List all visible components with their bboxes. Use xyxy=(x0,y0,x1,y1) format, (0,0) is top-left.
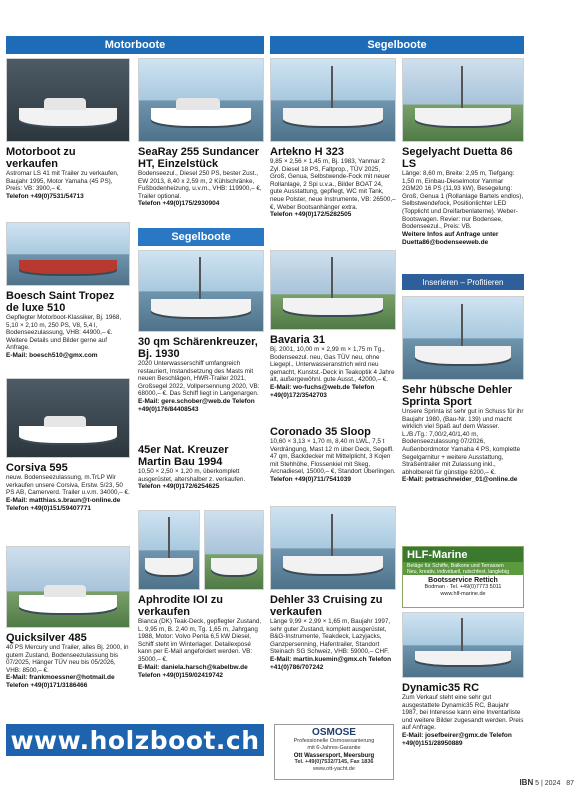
ad-title: 45er Nat. Kreuzer Martin Bau 1994 xyxy=(138,444,229,468)
ad-body: Zum Verkauf steht eine sehr gut ausgestattete Dynamic35 RC, Baujahr 1987, bei Interesse kann eine Inventarliste und weitere Bilder zugesandt werden. Preis auf Anfrage. xyxy=(402,694,524,732)
ad-title: Dehler 33 Cruising zu verkaufen xyxy=(270,594,383,618)
ad-dehler-sprinta xyxy=(402,384,524,484)
osmose-title: OSMOSE xyxy=(312,727,356,738)
ad-body: 10,60 × 3,13 × 1,70 m, 8,40 m LWL, 7,5 t Verdrängung, Mast 12 m über Deck, Segelfl. 47 qm, Backdecker mit Mittelplicht, 3 Kojen mit Stehhöhe, Flossenkiel mit Skeg, Arcnadiesel, 15000,– €, Standort Überlingen. xyxy=(270,438,396,476)
photo-dehler-sprinta xyxy=(402,296,524,380)
ad-dynamic35 xyxy=(402,682,524,748)
ad-body: 9,85 × 2,56 × 1,45 m, Bj. 1983, Yanmar 2 Zyl. Diesel 18 PS, Faltprop., TÜV 2025, Groß, Genua, Selbstwende-Fock mit neuer Rollanlage, 2 Spi u.v.a., Bilder BOAT 24, gute Ausstattung, gepflegt, WC mit Tank, neue Polster, neue Instrumente, VB: 26500,– €, Weber Bootsanhänger extra. xyxy=(270,158,396,211)
ad-body: Unsere Sprinta ist sehr gut in Schuss für ihr Baujahr 1980, (Bau-Nr. 139) und macht wirklich viel Spaß auf dem Wasser. L./B./Tg.: 7,00/2,40/1,40 m, Bodenseezulassung 07/2026, Außenbordmotor Yamaha 4 PS, komplette Segelgarnitur + weitere Ausstattung, Straßentrailer mit Zulassung inkl., abholbereit für günstige 6200,– €. xyxy=(402,408,524,476)
photo-aphrodite-1 xyxy=(138,510,200,590)
ad-title: Bavaria 31 xyxy=(270,334,326,346)
ad-coronado xyxy=(270,426,396,484)
photo-boesch xyxy=(6,222,130,286)
ad-contact: E-Mail: martin.kuemin@gmx.ch Telefon +41(0)786/707242 xyxy=(270,655,392,671)
ad-contact: Weitere Infos auf Anfrage unter Duetta86@bodenseeweb.de xyxy=(402,230,499,246)
ad-contact: Telefon +49(0)172/6254625 xyxy=(138,483,220,491)
ad-corsiva xyxy=(6,462,130,513)
ad-boesch xyxy=(6,290,130,360)
ad-contact: Telefon +49(0)172/5282505 xyxy=(270,211,352,219)
ad-contact: E-Mail: frankmoessner@hotmail.de Telefon +49(0)171/3186466 xyxy=(6,674,115,690)
photo-bavaria xyxy=(270,250,396,330)
magazine-name: IBN xyxy=(519,778,534,787)
hlf-name: HLF-Marine xyxy=(403,547,523,562)
ad-body: Gepflegter Motorboot-Klassiker, Bj. 1968, 5,10 × 2,10 m, 250 PS, V8, 5,4 l, Bodenseezulassung, VHB: 44900,– €. Weitere Details und Bilder gerne auf Anfrage. xyxy=(6,314,122,352)
ad-title: Corsiva 595 xyxy=(6,462,68,474)
hlf-service: Bootsservice Rettich xyxy=(428,577,498,584)
photo-schaerenkreuzer xyxy=(138,250,264,332)
ad-contact: Telefon +49(0)175/2930904 xyxy=(138,200,220,208)
ad-title: SeaRay 255 Sundancer HT, Einzelstück xyxy=(138,146,260,170)
photo-artekno xyxy=(270,58,396,142)
photo-dynamic35 xyxy=(402,612,524,678)
section-motorboote: Motorboote xyxy=(6,36,264,54)
section-segelboote-mid: Segelboote xyxy=(138,228,264,246)
ad-searay xyxy=(138,146,264,208)
ad-artekno xyxy=(270,146,396,219)
ad-body: 40 PS Mercury und Trailer, alles Bj. 2000, in gutem Zustand, Bodenseezulassung bis 07/2025, Hänger TÜV neu bis 05/2026, VHB: 8500,– €. xyxy=(6,644,129,674)
ad-title: Motorboot zu verkaufen xyxy=(6,146,76,170)
photo-duetta xyxy=(402,58,524,142)
ad-contact: Telefon +49(0)711/7541039 xyxy=(270,475,352,483)
ad-body: neuw. Bodenseezulassung, m.TrLP Wir verkaufen unsere Corsiva, Erstw. 5/23, 50 PS AB, Camerverd. Trailer u.v.m. 34000,– €. xyxy=(6,474,130,497)
hlf-web: www.hlf-marine.de xyxy=(440,590,486,597)
ad-contact: E-Mail: matthias.s.braun@t-online.de Telefon +49(0)151/59407771 xyxy=(6,496,121,512)
ad-nat-kreuzer xyxy=(138,444,264,491)
ad-body: Länge: 8,60 m, Breite: 2,95 m, Tiefgang: 1,50 m, Einbau-Dieselmotor Yanmar 2GM20 16 PS (11,93 kW), Besegelung: Groß, Genua 1 (Rollanlage Bartels endlos), Selbstwendefock, Positionlichter LED (Topplicht und Dreifarbenlaterne). Weber-Bootswagen. Revier: nur Bodensee, Bodenseezul., Preis: VB. xyxy=(402,170,524,231)
photo-corsiva xyxy=(6,378,130,458)
ad-quicksilver xyxy=(6,632,130,690)
ad-contact: Telefon +49(0)7531/54713 xyxy=(6,192,84,200)
hlf-address: Bodman · Tel. +49(0)7773 5011 xyxy=(424,584,502,590)
photo-dehler33 xyxy=(270,506,396,590)
page-number: 87 xyxy=(566,780,574,787)
ad-contact: E-Mail: wo-fuchs@web.de Telefon +49(0)172/3542703 xyxy=(270,383,375,399)
ad-duetta xyxy=(402,146,524,247)
ad-body: Bj. 2001, 10,00 m × 2,99 m × 1,75 m Tg., Bodenseezul. neu, Gas TÜV neu, ohne Liegepl., Unterwasseranstrich wird neu gemacht, Kunstst.-Deck in Teakoptik 4 Jahre alt, außergewöhnl. gute Ausst., 42000,– €. xyxy=(270,346,395,384)
osmose-web: www.ott-yacht.de xyxy=(313,765,355,772)
ad-title: Artekno H 323 xyxy=(270,146,344,158)
hlf-marine-ad xyxy=(402,546,524,608)
photo-quicksilver xyxy=(6,546,130,628)
hlf-tagline-2: Neu, kreativ, individuell, rutschfest, langlebig xyxy=(407,569,509,575)
ad-title: Dynamic35 RC xyxy=(402,682,480,694)
photo-aphrodite-2 xyxy=(204,510,264,590)
osmose-tel: Tel. +49(0)7532/7145, Fax 1836 xyxy=(294,759,374,765)
ad-body: Astromar LS 41 mit Trailer zu verkaufen, Baujahr 1995, Motor Yamaha (45 PS), Preis: VB: 3900,– €. xyxy=(6,170,119,193)
osmose-ad xyxy=(274,724,394,780)
osmose-line1: Professionelle Osmosesanierung xyxy=(293,738,375,744)
ad-contact: E-Mail: josefbeirer@gmx.de Telefon +49(0)151/28950889 xyxy=(402,731,512,747)
issue: 5 | 2024 xyxy=(535,780,561,787)
hlf-tagline xyxy=(403,562,523,575)
ad-contact: E-Mail: petraschneider_01@online.de xyxy=(402,476,518,484)
ad-body: Bodenseezul., Diesel 250 PS, bester Zust., EW 2013, 8,40 x 2,59 m, 2 Kühlschränke, Fußbodenheizung, u.v.m., VHB: 119900,– €, Trailer optional. xyxy=(138,170,262,200)
ad-contact: E-Mail: daniela.harsch@kabelbw.de Telefon +49(0)159/02419742 xyxy=(138,663,248,679)
page-footer xyxy=(519,778,574,787)
hlf-tagline-1: Beläge für Schiffe, Balkone und Terrassen xyxy=(407,563,504,569)
ad-dehler33 xyxy=(270,594,396,672)
ad-title: Coronado 35 Sloop xyxy=(270,426,371,438)
ad-body: 10,50 × 2,50 × 1,20 m, überkomplett ausgerüstet, altershalber z. verkaufen. xyxy=(138,468,246,483)
ad-title: Segelyacht Duetta 86 LS xyxy=(402,146,513,170)
ad-title: Boesch Saint Tropez de luxe 510 xyxy=(6,290,115,314)
section-segelboote-top: Segelboote xyxy=(270,36,524,54)
inserieren-banner: Inserieren – Profitieren xyxy=(402,274,524,290)
photo-motorboot xyxy=(6,58,130,142)
ad-title: Quicksilver 485 xyxy=(6,632,87,644)
ad-title: 30 qm Schärenkreuzer, Bj. 1930 xyxy=(138,336,258,360)
ad-contact: E-Mail: gere.schober@web.de Telefon +49(0)176/84408543 xyxy=(138,397,255,413)
ad-body: Bianca (DK) Teak-Deck, gepflegter Zustand, L. 9,95 m, B. 2,40 m, Tg. 1,65 m, Jahrgang 1988, Motor: Volvo Penta 6,5 kW Diesel, Schiff steht im Winterlager. Detailexposé kann per E-Mail angefordert werden. VB: 35000,– €. xyxy=(138,618,262,663)
osmose-line2: mit 6-Jahres-Garantie xyxy=(307,744,361,751)
ad-body: Länge 9,99 × 2,99 × 1,65 m, Baujahr 1997, sehr guter Zustand, komplett ausgerüstet, B&G-Instrumente, Teakdeck, Lazyjacks, Ganzpersenning, Hafentrailer, Standort Steinach SG Schweiz, VHB: 59000,– CHF. xyxy=(270,618,391,656)
ad-aphrodite xyxy=(138,594,264,680)
ad-bavaria xyxy=(270,334,396,400)
osmose-company: Ott Wassersport, Meersburg xyxy=(293,753,375,759)
ad-schaerenkreuzer xyxy=(138,336,264,414)
photo-searay xyxy=(138,58,264,142)
holzboot-ad[interactable]: www.holzboot.ch xyxy=(6,724,264,756)
ad-body: 2020 Unterwasserschiff umfangreich restauriert, Instandsetzung des Masts mit neuen Beschlägen, HWR-Trailer 2021, Großsegel 2022, Vollpersennung 2020, VB: 68000,– €. Das Schiff liegt in Langenargen. xyxy=(138,360,260,398)
ad-title: Sehr hübsche Dehler Sprinta Sport xyxy=(402,384,513,408)
ad-motorboot xyxy=(6,146,130,201)
ad-title: Aphrodite IOI zu verkaufen xyxy=(138,594,223,618)
ad-contact: E-Mail: boesch510@gmx.com xyxy=(6,351,98,359)
